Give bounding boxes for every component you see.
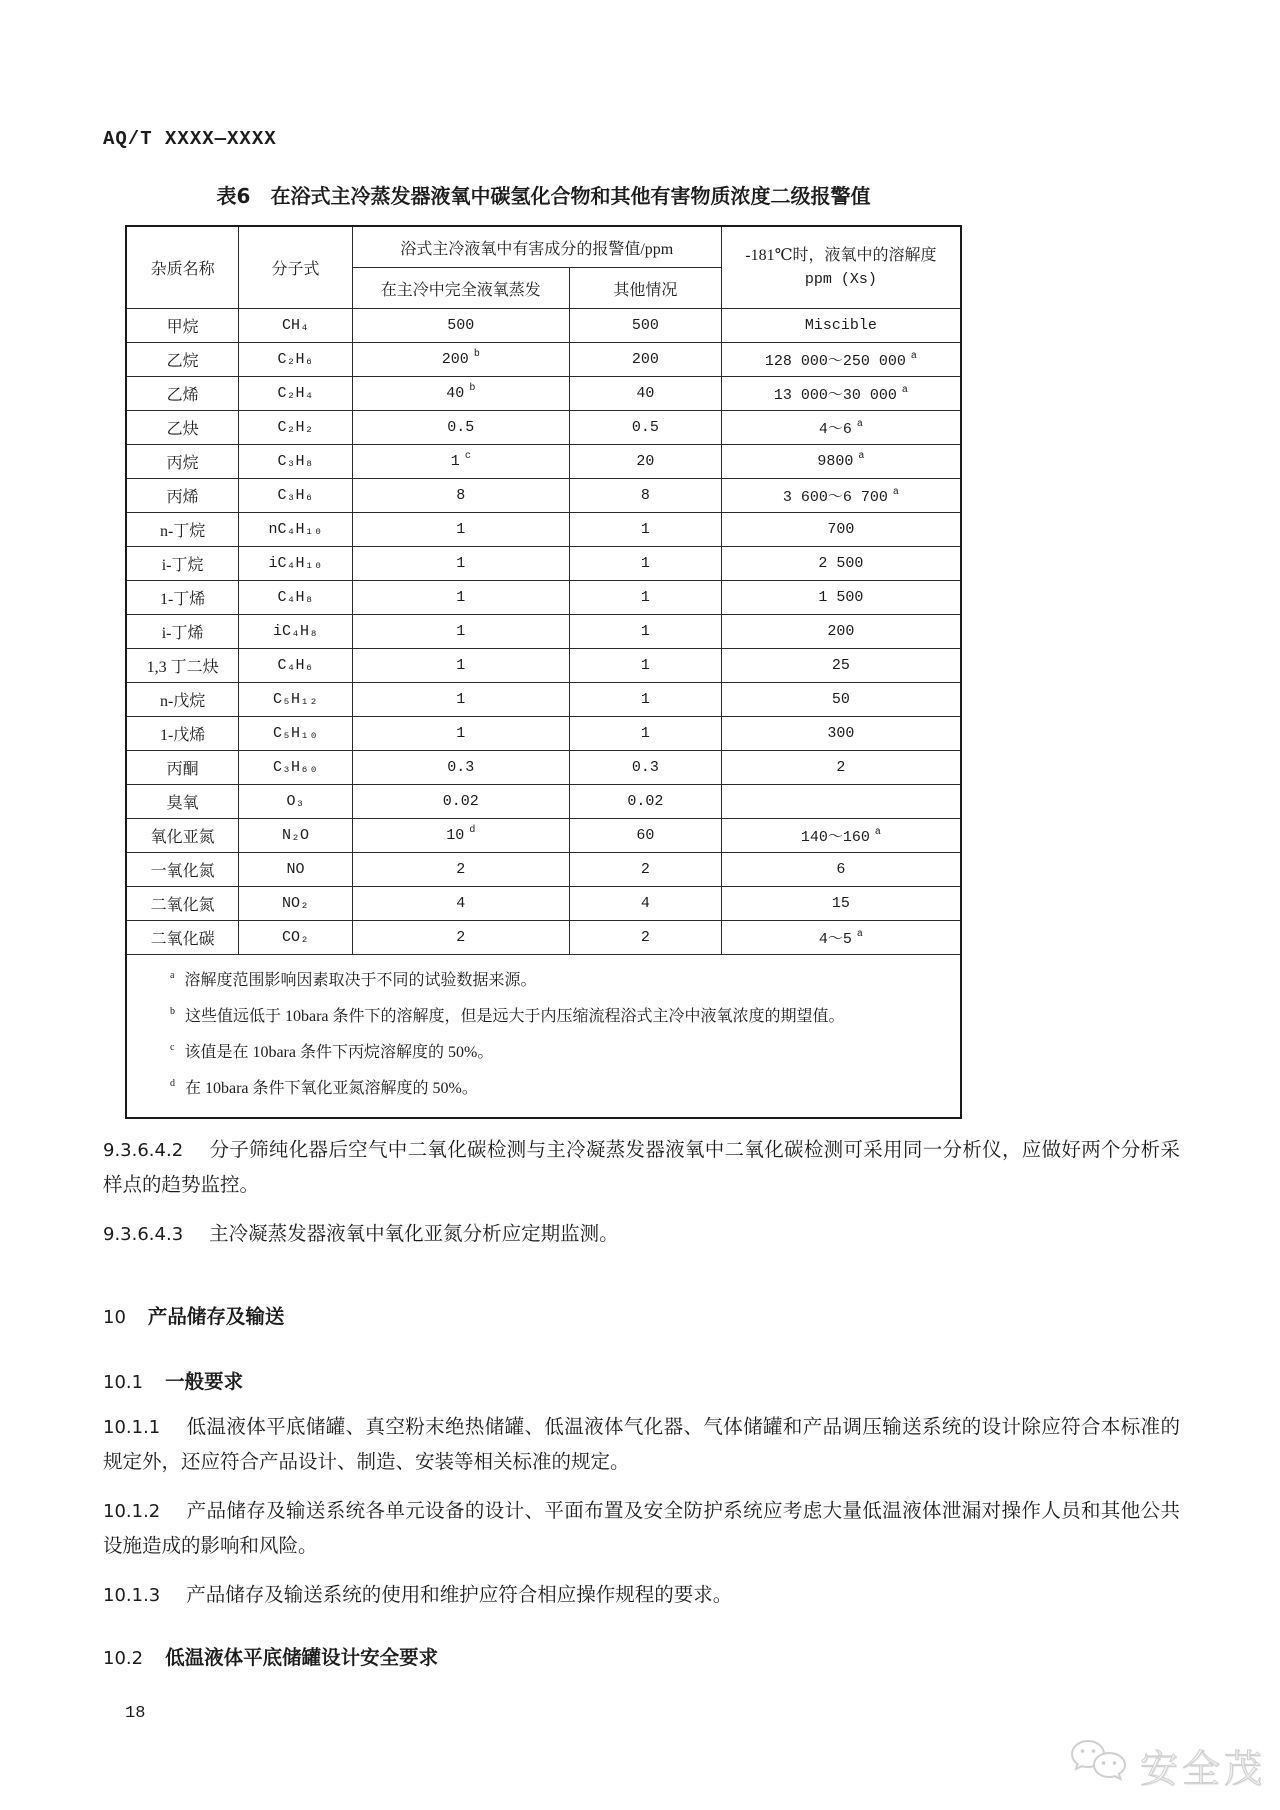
solubility-value: Miscible: [721, 309, 961, 343]
alarm-other-case: 0.02: [569, 785, 721, 819]
solubility-value: 9800 $^a$: [721, 445, 961, 479]
table-row: [126, 513, 961, 547]
impurity-name: 丙烷: [126, 445, 239, 479]
alarm-other-case: 40: [569, 377, 721, 411]
impurity-name: 甲烷: [126, 309, 239, 343]
alarm-other-case: 1: [569, 649, 721, 683]
clause-text: 低温液体平底储罐、真空粉末绝热储罐、低温液体气化器、气体储罐和产品调压输送系统的设计除应符合本标准的规定外，还应符合产品设计、制造、安装等相关标准的规定。: [103, 1417, 1180, 1473]
clause-number: 9.3.6.4.3: [103, 1224, 184, 1245]
watermark: [1068, 1737, 1266, 1794]
alarm-full-evaporation: 2: [352, 921, 569, 955]
solubility-value: 25: [721, 649, 961, 683]
section-number: 10: [103, 1307, 126, 1328]
header-alarm-group: [352, 226, 721, 268]
impurity-name: 二氧化碳: [126, 921, 239, 955]
molecular-formula: C₃H₆₀: [239, 751, 353, 785]
alarm-other-case: 1: [569, 683, 721, 717]
table-footnote: [165, 1071, 950, 1107]
clause-10-1-2: [103, 1494, 1180, 1564]
footnote-ref: a: [874, 827, 881, 838]
alarm-full-evaporation: 1: [352, 547, 569, 581]
impurity-name: 二氧化氮: [126, 887, 239, 921]
clause-text: 主冷凝蒸发器液氧中氧化亚氮分析应定期监测。: [209, 1224, 619, 1245]
table-row: [126, 479, 961, 513]
wechat-chat-bubbles-icon: [1068, 1737, 1130, 1794]
section-title: 低温液体平底储罐设计安全要求: [165, 1646, 439, 1669]
alarm-full-evaporation: 0.02: [352, 785, 569, 819]
table-row: [126, 547, 961, 581]
section-10-1-heading: [103, 1369, 1180, 1396]
table6-section: [125, 180, 962, 1119]
solubility-value: 50: [721, 683, 961, 717]
solubility-value: 2: [721, 751, 961, 785]
footnote-ref: a: [901, 385, 908, 396]
solubility-value: 2 500: [721, 547, 961, 581]
clause-10-1-3: [103, 1578, 1180, 1613]
clause-10-1-1: [103, 1410, 1180, 1480]
molecular-formula: C₂H₄: [239, 377, 353, 411]
header-solubility-line1: -181℃时，液氧中的溶解度: [745, 246, 937, 264]
table-row: [126, 717, 961, 751]
table-row: [126, 581, 961, 615]
footnotes-cell: [126, 955, 961, 1119]
table-row: [126, 411, 961, 445]
alarm-full-evaporation: 1: [352, 513, 569, 547]
alarm-other-case: 1: [569, 615, 721, 649]
molecular-formula: C₃H₈: [239, 445, 353, 479]
footnote-ref: a: [858, 451, 865, 462]
section-title: 一般要求: [165, 1370, 244, 1393]
impurity-name: 乙烷: [126, 343, 239, 377]
impurity-name: 1,3 丁二炔: [126, 649, 239, 683]
impurity-name: 臭氧: [126, 785, 239, 819]
alarm-other-case: 2: [569, 853, 721, 887]
table-row: [126, 445, 961, 479]
alarm-other-case: 500: [569, 309, 721, 343]
footnote-ref: a: [892, 487, 899, 498]
molecular-formula: C₅H₁₂: [239, 683, 353, 717]
table-row: [126, 819, 961, 853]
section-number: 10.2: [103, 1648, 144, 1669]
alarm-other-case: 8: [569, 479, 721, 513]
table-row: [126, 615, 961, 649]
table-row: [126, 751, 961, 785]
footnote-ref: a: [856, 419, 863, 430]
solubility-value: 140～160 $^a$: [721, 819, 961, 853]
alarm-full-evaporation: 1: [352, 615, 569, 649]
alarm-other-case: 1: [569, 581, 721, 615]
solubility-value: [721, 785, 961, 819]
footnote-ref: d: [469, 825, 476, 836]
molecular-formula: C₄H₈: [239, 581, 353, 615]
alarm-full-evaporation: 1: [352, 717, 569, 751]
molecular-formula: N₂O: [239, 819, 353, 853]
footnote-mark: c: [170, 1041, 175, 1053]
impurity-name: 乙烯: [126, 377, 239, 411]
alarm-other-case: 200: [569, 343, 721, 377]
alarm-full-evaporation: 40 $^b$: [352, 377, 569, 411]
molecular-formula: C₂H₂: [239, 411, 353, 445]
clause-number: 10.1.3: [103, 1585, 161, 1606]
header-alarm-full-evaporation: 在主冷中完全液氧蒸发: [352, 268, 569, 309]
impurity-name: 一氧化氮: [126, 853, 239, 887]
impurity-table-body: [126, 309, 961, 955]
impurity-name: 丙酮: [126, 751, 239, 785]
alarm-full-evaporation: 2: [352, 853, 569, 887]
clause-number: 10.1.2: [103, 1501, 161, 1522]
alarm-other-case: 1: [569, 717, 721, 751]
header-alarm-other-case: 其他情况: [569, 268, 721, 309]
solubility-value: 3 600～6 700 $^a$: [721, 479, 961, 513]
table-row: [126, 683, 961, 717]
molecular-formula: CH₄: [239, 309, 353, 343]
molecular-formula: iC₄H₈: [239, 615, 353, 649]
alarm-full-evaporation: 0.5: [352, 411, 569, 445]
molecular-formula: C₃H₆: [239, 479, 353, 513]
clause-text: 产品储存及输送系统各单元设备的设计、平面布置及安全防护系统应考虑大量低温液体泄漏对操作人员和其他公共设施造成的影响和风险。: [103, 1501, 1180, 1557]
impurity-name: 1-戊烯: [126, 717, 239, 751]
footnote-mark: d: [170, 1077, 175, 1089]
table-footnote: [165, 1035, 950, 1071]
table-row: [126, 785, 961, 819]
header-impurity-name: 杂质名称: [126, 226, 239, 309]
molecular-formula: C₂H₆: [239, 343, 353, 377]
clause-9-3-6-4-2: [103, 1133, 1180, 1203]
table-footnote: [165, 999, 950, 1035]
table-row: [126, 649, 961, 683]
footnote-text: 在 10bara 条件下氧化亚氮溶解度的 50%。: [185, 1080, 478, 1097]
alarm-full-evaporation: 1 $^c$: [352, 445, 569, 479]
impurity-table: [125, 225, 962, 1119]
section-number: 10.1: [103, 1372, 144, 1393]
clause-number: 9.3.6.4.2: [103, 1140, 184, 1161]
footnote-ref: b: [473, 349, 480, 360]
alarm-other-case: 60: [569, 819, 721, 853]
clause-9-3-6-4-3: [103, 1217, 1180, 1252]
header-solubility: [721, 226, 961, 309]
molecular-formula: CO₂: [239, 921, 353, 955]
table-row: [126, 309, 961, 343]
alarm-other-case: 1: [569, 547, 721, 581]
footnote-ref: c: [464, 451, 471, 462]
impurity-name: 乙炔: [126, 411, 239, 445]
section-10-2-heading: [103, 1645, 1180, 1672]
footnote-text: 这些值远低于 10bara 条件下的溶解度，但是远大于内压缩流程浴式主冷中液氧浓度的期望值。: [185, 1008, 845, 1025]
footnote-ref: a: [910, 351, 917, 362]
table-row: [126, 921, 961, 955]
impurity-name: i-丁烯: [126, 615, 239, 649]
footnote-text: 该值是在 10bara 条件下丙烷溶解度的 50%。: [184, 1044, 494, 1061]
footnote-text: 溶解度范围影响因素取决于不同的试验数据来源。: [184, 972, 537, 989]
impurity-name: n-戊烷: [126, 683, 239, 717]
impurity-name: 丙烯: [126, 479, 239, 513]
alarm-full-evaporation: 0.3: [352, 751, 569, 785]
solubility-value: 1 500: [721, 581, 961, 615]
molecular-formula: nC₄H₁₀: [239, 513, 353, 547]
alarm-full-evaporation: 1: [352, 581, 569, 615]
doc-code: AQ/T XXXX—XXXX: [103, 128, 277, 150]
alarm-full-evaporation: 500: [352, 309, 569, 343]
alarm-other-case: 0.3: [569, 751, 721, 785]
impurity-name: n-丁烷: [126, 513, 239, 547]
alarm-full-evaporation: 1: [352, 649, 569, 683]
header-solubility-line2: ppm (Xs): [804, 270, 877, 288]
molecular-formula: iC₄H₁₀: [239, 547, 353, 581]
alarm-full-evaporation: 8: [352, 479, 569, 513]
watermark-label: 安全茂: [1139, 1747, 1266, 1791]
solubility-value: 13 000～30 000 $^a$: [721, 377, 961, 411]
section-10-heading: [103, 1304, 1180, 1331]
table-row: [126, 377, 961, 411]
footnote-mark: b: [170, 1005, 175, 1017]
clause-text: 分子筛纯化器后空气中二氧化碳检测与主冷凝蒸发器液氧中二氧化碳检测可采用同一分析仪，应做好两个分析采样点的趋势监控。: [103, 1140, 1180, 1196]
footnote-ref: a: [856, 929, 863, 940]
header-molecular-formula: 分子式: [239, 226, 353, 309]
impurity-name: 1-丁烯: [126, 581, 239, 615]
solubility-value: 300: [721, 717, 961, 751]
section-title: 产品储存及输送: [147, 1305, 285, 1328]
alarm-other-case: 1: [569, 513, 721, 547]
clause-text: 产品储存及输送系统的使用和维护应符合相应操作规程的要求。: [186, 1585, 733, 1606]
clause-number: 10.1.1: [103, 1417, 161, 1438]
solubility-value: 200: [721, 615, 961, 649]
molecular-formula: C₄H₆: [239, 649, 353, 683]
alarm-other-case: 4: [569, 887, 721, 921]
solubility-value: 4～6 $^a$: [721, 411, 961, 445]
impurity-name: 氧化亚氮: [126, 819, 239, 853]
header-alarm-group-label: 浴式主冷液氧中有害成分的报警值/ppm: [400, 240, 674, 258]
table-footnote: [165, 963, 950, 999]
molecular-formula: NO: [239, 853, 353, 887]
table-row: [126, 853, 961, 887]
impurity-name: i-丁烷: [126, 547, 239, 581]
alarm-full-evaporation: 1: [352, 683, 569, 717]
table-row: [126, 343, 961, 377]
page-number: 18: [125, 1704, 146, 1723]
alarm-other-case: 2: [569, 921, 721, 955]
solubility-value: 128 000～250 000 $^a$: [721, 343, 961, 377]
solubility-value: 700: [721, 513, 961, 547]
molecular-formula: O₃: [239, 785, 353, 819]
molecular-formula: C₅H₁₀: [239, 717, 353, 751]
molecular-formula: NO₂: [239, 887, 353, 921]
footnote-mark: a: [170, 969, 175, 981]
footnote-ref: b: [469, 383, 476, 394]
alarm-full-evaporation: 200 $^b$: [352, 343, 569, 377]
solubility-value: 15: [721, 887, 961, 921]
alarm-other-case: 20: [569, 445, 721, 479]
solubility-value: 4～5 $^a$: [721, 921, 961, 955]
alarm-full-evaporation: 10 $^d$: [352, 819, 569, 853]
solubility-value: 6: [721, 853, 961, 887]
table-title: 表6 在浴式主冷蒸发器液氧中碳氢化合物和其他有害物质浓度二级报警值: [216, 184, 871, 208]
table-row: [126, 887, 961, 921]
alarm-full-evaporation: 4: [352, 887, 569, 921]
alarm-other-case: 0.5: [569, 411, 721, 445]
